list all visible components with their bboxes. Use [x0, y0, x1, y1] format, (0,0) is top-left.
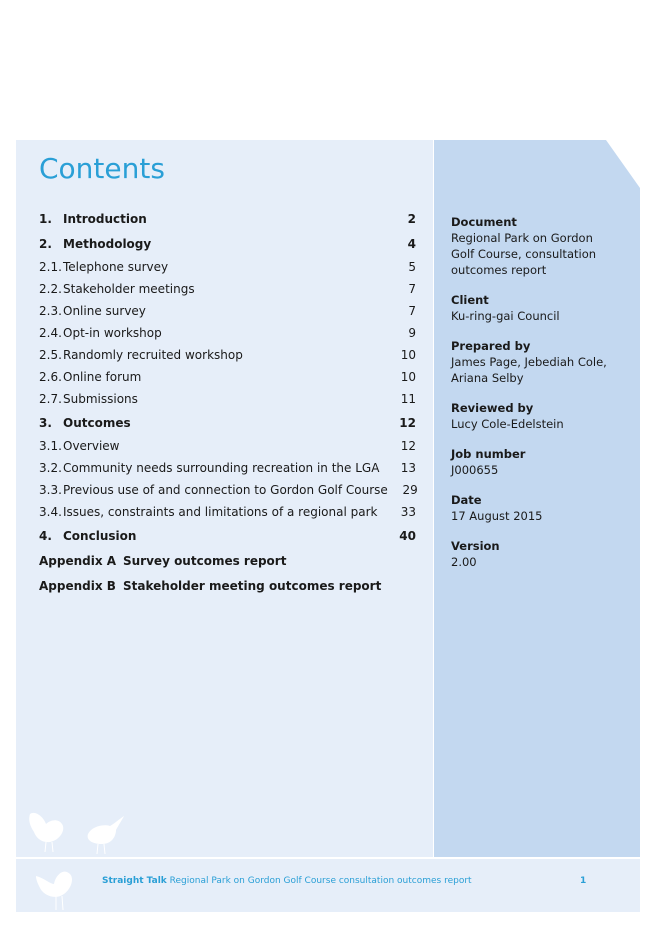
bird-icon: [26, 808, 70, 854]
toc-entry-page: 5: [408, 260, 416, 274]
meta-block: [451, 400, 631, 432]
toc-entry-page: 13: [400, 461, 416, 475]
toc-entry-number: 3.3.: [39, 483, 62, 497]
toc-entry-title: Online survey: [63, 304, 146, 318]
meta-value: James Page, Jebediah Cole,: [451, 355, 607, 369]
toc-entry[interactable]: [39, 501, 416, 523]
footer-doc-title: Regional Park on Gordon Golf Course consultation outcomes report: [169, 876, 472, 886]
toc-entry[interactable]: [39, 366, 416, 388]
toc-entry[interactable]: [39, 231, 416, 256]
meta-value: 2.00: [451, 555, 477, 569]
toc-entry-title: Stakeholder meetings: [63, 282, 195, 296]
toc-entry-title: Telephone survey: [63, 260, 169, 274]
toc-entry-number: 3.: [39, 415, 52, 430]
toc-entry[interactable]: [39, 435, 416, 457]
footer-caption: [102, 876, 472, 886]
meta-value: Regional Park on Gordon: [451, 231, 593, 245]
toc-entry[interactable]: [39, 206, 416, 231]
toc-entry-number: 2.7.: [39, 392, 62, 406]
page-number: 1: [580, 876, 587, 886]
toc-entry-page: 10: [400, 370, 416, 384]
toc-entry-number: 2.5.: [39, 348, 62, 362]
toc-entry-title: Submissions: [63, 392, 138, 406]
toc-entry-page: 10: [400, 348, 416, 362]
toc-entry-number: 3.4.: [39, 505, 62, 519]
toc-entry[interactable]: [39, 278, 416, 300]
toc-entry[interactable]: [39, 388, 416, 410]
toc-entry-page: 2: [407, 211, 416, 226]
toc-entry-number: 2.1.: [39, 260, 62, 274]
toc-entry-title: Online forum: [63, 370, 142, 384]
meta-block: [451, 214, 631, 278]
meta-value: Ariana Selby: [451, 371, 524, 385]
toc-entry-page: 4: [407, 236, 416, 251]
meta-label: Version: [451, 539, 500, 553]
bird-icon: [34, 864, 78, 910]
toc-entry-number: 1.: [39, 211, 52, 226]
toc-entry-page: 11: [400, 392, 416, 406]
toc-entry-number: 2.3.: [39, 304, 62, 318]
appendix-label: Appendix B: [39, 578, 116, 593]
appendix-label: Appendix A: [39, 553, 117, 568]
table-of-contents: [39, 206, 416, 598]
toc-entry[interactable]: [39, 344, 416, 366]
meta-value: outcomes report: [451, 263, 547, 277]
toc-entry[interactable]: [39, 410, 416, 435]
meta-block: [451, 538, 631, 570]
toc-entry[interactable]: [39, 256, 416, 278]
toc-entry-title: Methodology: [63, 236, 152, 251]
toc-entry-page: 40: [399, 528, 416, 543]
meta-label: Document: [451, 215, 517, 229]
toc-entry[interactable]: [39, 523, 416, 548]
meta-block: [451, 492, 631, 524]
toc-appendix[interactable]: [39, 573, 416, 598]
toc-entry-number: 2.2.: [39, 282, 62, 296]
toc-entry-page: 29: [402, 483, 418, 497]
meta-value: Lucy Cole-Edelstein: [451, 417, 564, 431]
meta-value: 17 August 2015: [451, 509, 543, 523]
toc-entry-number: 4.: [39, 528, 52, 543]
toc-entry-title: Randomly recruited workshop: [63, 348, 243, 362]
meta-label: Date: [451, 493, 482, 507]
toc-entry-page: 12: [399, 415, 416, 430]
toc-entry-title: Overview: [63, 439, 120, 453]
toc-entry-title: Introduction: [63, 211, 147, 226]
appendix-title: Stakeholder meeting outcomes report: [123, 578, 382, 593]
appendix-title: Survey outcomes report: [123, 553, 287, 568]
toc-entry-page: 9: [408, 326, 416, 340]
toc-appendix[interactable]: [39, 548, 416, 573]
panel-divider: [433, 140, 434, 857]
toc-entry-title: Conclusion: [63, 528, 137, 543]
meta-block: [451, 446, 631, 478]
toc-entry-number: 2.6.: [39, 370, 62, 384]
meta-block: [451, 338, 631, 386]
meta-value: J000655: [451, 463, 499, 477]
toc-entry-page: 12: [400, 439, 416, 453]
footer-brand: Straight Talk: [102, 876, 167, 886]
toc-entry-title: Issues, constraints and limitations of a regional park: [63, 505, 378, 519]
page-title: Contents: [39, 152, 165, 185]
toc-entry-title: Community needs surrounding recreation in the LGA: [63, 461, 380, 475]
toc-entry-number: 2.4.: [39, 326, 62, 340]
meta-label: Client: [451, 293, 489, 307]
meta-label: Reviewed by: [451, 401, 534, 415]
meta-label: Job number: [451, 447, 526, 461]
meta-block: [451, 292, 631, 324]
toc-entry-title: Previous use of and connection to Gordon Golf Course: [63, 483, 388, 497]
toc-entry-number: 3.1.: [39, 439, 62, 453]
toc-entry-title: Opt-in workshop: [63, 326, 162, 340]
toc-entry[interactable]: [39, 457, 416, 479]
document-metadata: [451, 214, 631, 584]
toc-entry[interactable]: [39, 322, 416, 344]
toc-entry[interactable]: [39, 479, 416, 501]
toc-entry-number: 3.2.: [39, 461, 62, 475]
toc-entry-page: 33: [400, 505, 416, 519]
meta-label: Prepared by: [451, 339, 531, 353]
toc-entry[interactable]: [39, 300, 416, 322]
toc-entry-page: 7: [408, 304, 416, 318]
toc-entry-title: Outcomes: [63, 415, 131, 430]
toc-entry-page: 7: [408, 282, 416, 296]
bird-icon: [84, 812, 126, 856]
meta-value: Ku-ring-gai Council: [451, 309, 560, 323]
toc-entry-number: 2.: [39, 236, 52, 251]
meta-value: Golf Course, consultation: [451, 247, 597, 261]
